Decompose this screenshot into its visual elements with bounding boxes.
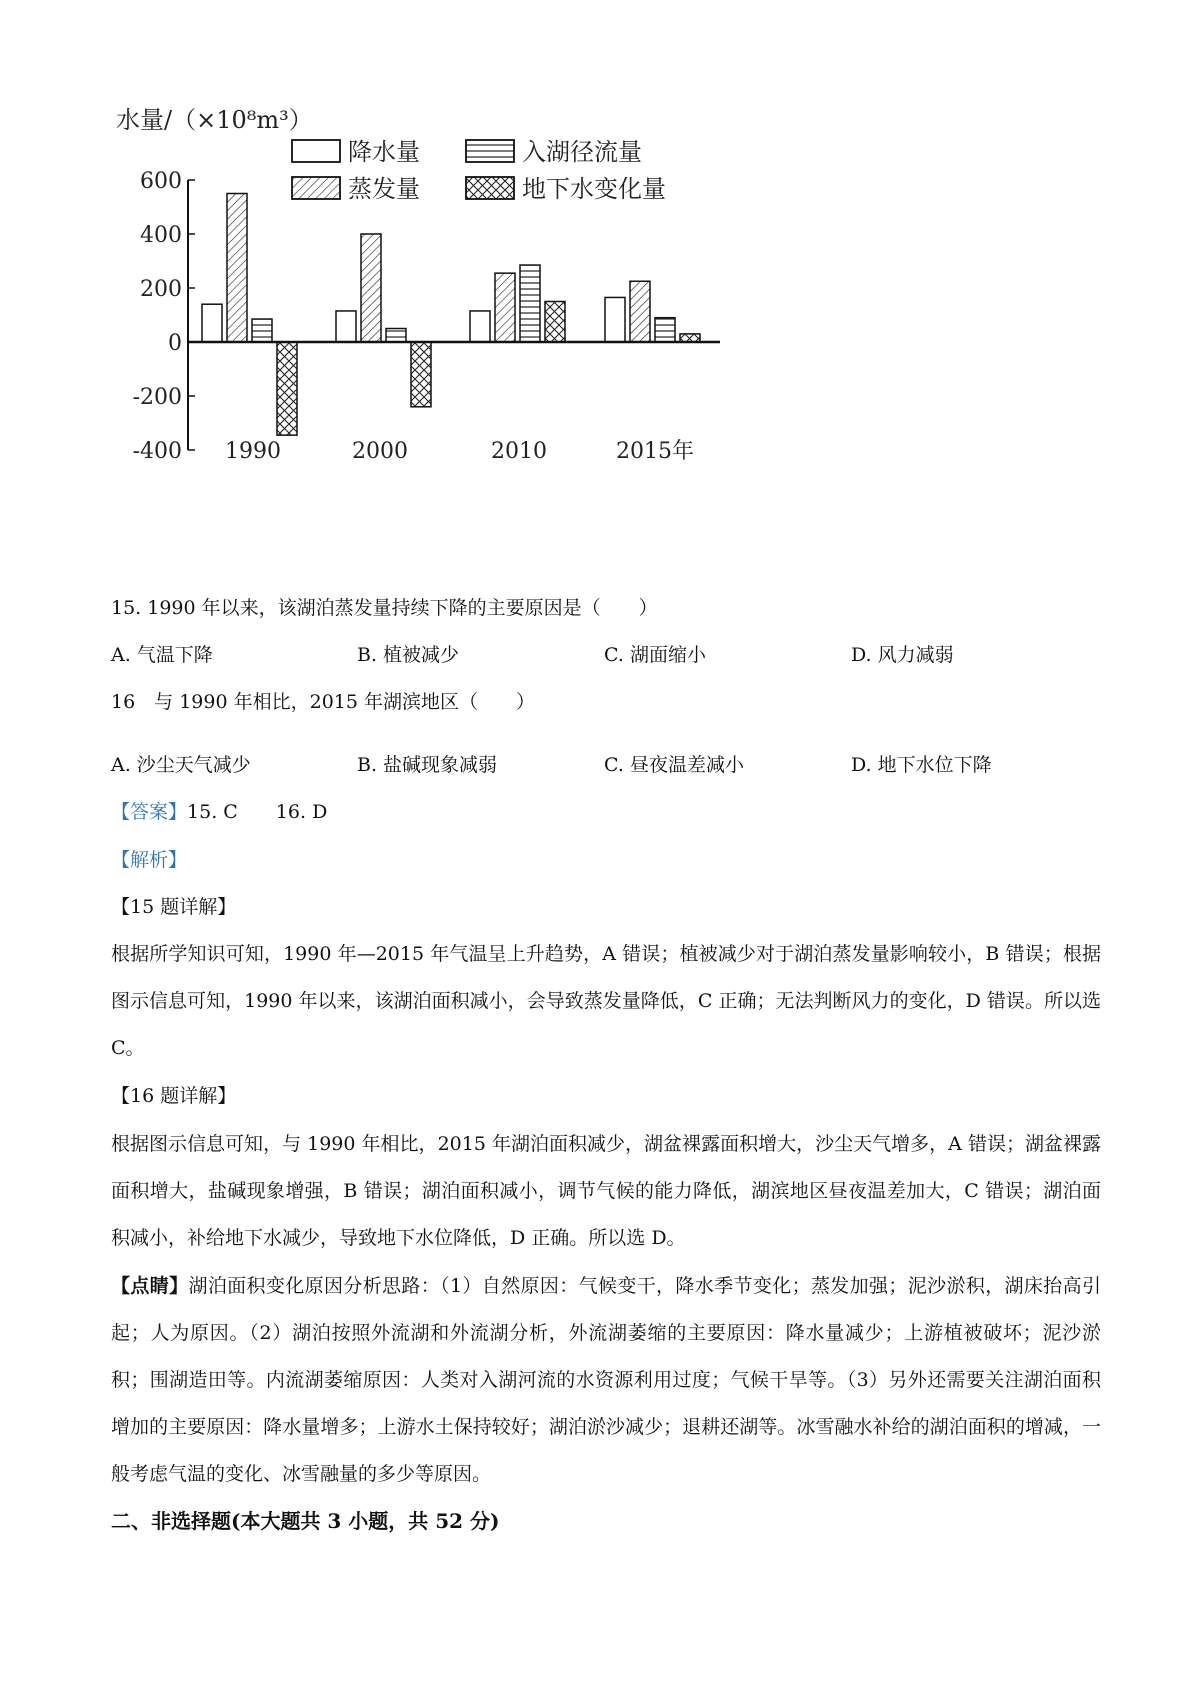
bar-horiz-3	[655, 318, 675, 342]
y-tick-label: -400	[132, 439, 182, 464]
legend-swatch-horiz	[466, 140, 514, 162]
answer-text: 15. C 16. D	[187, 801, 328, 823]
q16-stem: 16 与 1990 年相比，2015 年湖滨地区（ ）	[111, 691, 536, 713]
chart-legend	[292, 138, 666, 203]
q16-option-d: D. 地下水位下降	[851, 754, 992, 776]
bar-cross-2	[545, 302, 565, 343]
q16-option-b: B. 盐碱现象减弱	[357, 754, 498, 776]
q15-option-d: D. 风力减弱	[851, 644, 954, 666]
y-tick-label: 600	[140, 169, 182, 194]
bar-diag-2	[495, 273, 515, 342]
answer-line	[111, 800, 327, 824]
legend-label: 地下水变化量	[522, 175, 666, 203]
bars	[202, 194, 700, 436]
bar-horiz-0	[252, 319, 272, 342]
bar-cross-1	[411, 342, 431, 407]
q15-option-b: B. 植被减少	[357, 644, 460, 666]
analysis-label: 【解析】	[111, 849, 188, 871]
bar-cross-0	[277, 342, 297, 435]
x-tick-label: 1990	[225, 439, 281, 464]
legend-swatch-blank	[292, 140, 340, 162]
x-tick-label: 2015年	[616, 439, 694, 464]
y-tick-label: 200	[140, 277, 182, 302]
tip-label: 【点睛】	[111, 1275, 189, 1297]
bar-blank-2	[470, 311, 490, 342]
bar-horiz-2	[520, 265, 540, 342]
q15-option-c: C. 湖面缩小	[604, 644, 706, 666]
y-tick-label: 0	[168, 331, 182, 356]
bar-diag-3	[630, 281, 650, 342]
q15-stem: 15. 1990 年以来，该湖泊蒸发量持续下降的主要原因是（ ）	[111, 597, 658, 619]
y-axis-label: 水量/（×10⁸m³）	[116, 106, 313, 134]
y-ticks	[133, 169, 195, 464]
section2-heading: 二、非选择题(本大题共 3 小题，共 52 分)	[111, 1509, 500, 1533]
bar-diag-0	[227, 194, 247, 343]
bar-blank-3	[605, 297, 625, 342]
q15-option-a: A. 气温下降	[111, 644, 213, 666]
detail15-title: 【15 题详解】	[111, 896, 237, 918]
bar-blank-1	[336, 311, 356, 342]
y-tick-label: 400	[140, 223, 182, 248]
tip-body: 湖泊面积变化原因分析思路：（1）自然原因：气候变干，降水季节变化；蒸发加强；泥沙淤积，湖床抬高引起；人为原因。（2）湖泊按照外流湖和外流湖分析，外流湖萎缩的主要原因：降水量减少；上游植被破坏；泥沙淤积；围湖造田等。内流湖萎缩原因：人类对入湖河流的水资源利用过度；气候干旱等。（3）另外还需要关注湖泊面积增加的主要原因：降水量增多；上游水土保持较好；湖泊淤沙减少；退耕还湖等。冰雪融水补给的湖泊面积的增减，一般考虑气温的变化、冰雪融量的多少等原因。	[111, 1275, 1101, 1485]
bar-diag-1	[361, 234, 381, 342]
detail16-body: 根据图示信息可知，与 1990 年相比，2015 年湖泊面积减少，湖盆裸露面积增大，沙尘天气增多，A 错误；湖盆裸露面积增大，盐碱现象增强，B 错误；湖泊面积减小，调节气候的能力降低，湖滨地区昼夜温差加大，C 错误；湖泊面积减小，补给地下水减少，导致地下水位降低，D 正确。所以选 D。	[111, 1133, 1101, 1249]
legend-swatch-cross	[466, 177, 514, 199]
answer-label: 【答案】	[111, 801, 188, 823]
legend-label: 降水量	[348, 138, 420, 166]
legend-label: 蒸发量	[348, 175, 420, 203]
bar-horiz-1	[386, 329, 406, 343]
q16-option-a: A. 沙尘天气减少	[111, 754, 251, 776]
x-ticks	[225, 439, 694, 464]
water-budget-chart	[100, 100, 800, 520]
tip-block	[111, 1263, 1101, 1498]
detail15-body: 根据所学知识可知，1990 年—2015 年气温呈上升趋势，A 错误；植被减少对于湖泊蒸发量影响较小，B 错误；根据图示信息可知，1990 年以来，该湖泊面积减小，会导致蒸发量降低，C 正确；无法判断风力的变化，D 错误。所以选 C。	[111, 943, 1101, 1059]
y-tick-label: -200	[132, 385, 182, 410]
x-tick-label: 2010	[491, 439, 547, 464]
bar-blank-0	[202, 304, 222, 342]
legend-swatch-diag	[292, 177, 340, 199]
x-tick-label: 2000	[352, 439, 408, 464]
legend-label: 入湖径流量	[522, 138, 642, 166]
detail16-title: 【16 题详解】	[111, 1085, 237, 1107]
q16-option-c: C. 昼夜温差减小	[604, 754, 744, 776]
